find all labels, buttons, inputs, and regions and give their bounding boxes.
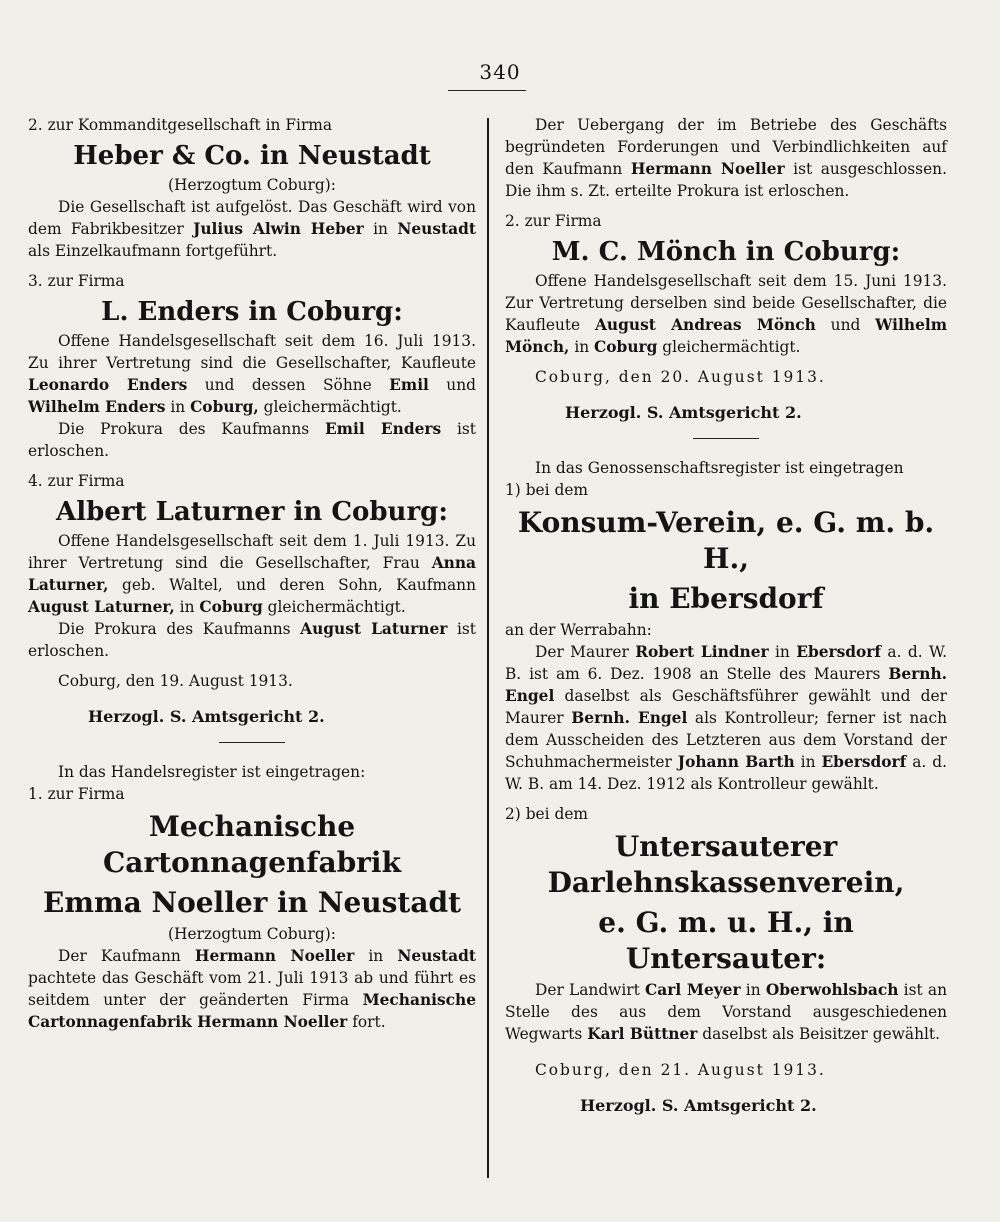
gr-entry-1-text: Der Maurer Robert Lindner in Ebersdorf a. d. W. B. ist am 6. Dez. 1908 an Stelle des Maurers Bernh. Engel daselbst als Geschäftsführer gewählt und der Maurer Bernh. Engel als Kontrolleur; ferner ist nach dem Ausscheiden des Letzteren aus dem Vorstand der Schuhmachermeister Johann Barth in Ebersdorf a. d. W. B. am 14. Dez. 1912 als Kontrolleur gewählt. xyxy=(505,643,948,793)
hr-entry-1-firm-name-line1: Mechanische Cartonnagenfabrik xyxy=(103,810,401,879)
entry-2-text: Die Gesellschaft ist aufgelöst. Das Geschäft wird von dem Fabrikbesitzer Julius Alwin Heber in Neustadt als Einzelkaufmann fortgeführt. xyxy=(28,198,476,260)
court-signature-3: Herzogl. S. Amtsgericht 2. xyxy=(580,1096,817,1115)
right-column xyxy=(505,114,947,1117)
entry-3-text: Offene Handelsgesellschaft seit dem 16. Juli 1913. Zu ihrer Vertretung sind die Gesellschafter, Kaufleute Leonardo Enders und dessen Söhne Emil und Wilhelm Enders in Coburg, gleichermächtigt. xyxy=(28,332,476,416)
left-column xyxy=(28,114,476,1033)
entry-3-firm-name: L. Enders in Coburg: xyxy=(101,297,403,327)
gr-entry-1-firm-name-line2: in Ebersdorf xyxy=(628,582,824,615)
entry-2-label: 2. zur Kommanditgesellschaft in Firma xyxy=(28,116,333,134)
entry-4-label: 4. zur Firma xyxy=(28,472,125,490)
continuation-text: Der Uebergang der im Betriebe des Geschäfts begründeten Forderungen und Verbindlichkeiten auf den Kaufmann Hermann Noeller ist ausgeschlossen. Die ihm s. Zt. erteilte Prokura ist erloschen. xyxy=(505,116,947,200)
hr-entry-1-text: Der Kaufmann Hermann Noeller in Neustadt pachtete das Geschäft vom 21. Juli 1913 ab und führt es seitdem unter der geänderten Firma Mechanische Cartonnagenfabrik Hermann Noeller fort. xyxy=(28,947,476,1031)
hr-entry-1-firm-name-line2: Emma Noeller in Neustadt xyxy=(42,886,462,919)
section-rule-right xyxy=(693,438,759,439)
place-date-3: Coburg, den 21. August 1913. xyxy=(535,1061,826,1079)
gr-entry-2-text: Der Landwirt Carl Meyer in Oberwohlsbach ist an Stelle des aus dem Vorstand ausgeschiedenen Wegwarts Karl Büttner daselbst als Beisitzer gewählt. xyxy=(505,981,947,1043)
right-entry-2-firm-name: M. C. Mönch in Coburg: xyxy=(551,237,901,267)
gr-entry-2-firm-name-line1: Untersauterer Darlehnskassenverein, xyxy=(547,830,905,899)
entry-4-prokura: Die Prokura des Kaufmanns August Laturner ist erloschen. xyxy=(28,620,476,660)
hr-entry-1-subtitle: (Herzogtum Coburg): xyxy=(168,925,336,943)
entry-2-firm-name: Heber & Co. in Neustadt xyxy=(73,141,431,171)
page-number: 340 xyxy=(479,60,521,84)
entry-3-prokura: Die Prokura des Kaufmanns Emil Enders ist erloschen. xyxy=(28,420,476,460)
court-signature-2: Herzogl. S. Amtsgericht 2. xyxy=(565,403,802,422)
handelsregister-intro: In das Handelsregister ist eingetragen: xyxy=(58,763,366,781)
header-rule xyxy=(448,90,526,91)
gr-entry-1-label: 1) bei dem xyxy=(505,481,589,499)
entry-4-firm-name: Albert Laturner in Coburg: xyxy=(56,497,448,527)
entry-3-label: 3. zur Firma xyxy=(28,272,125,290)
place-date-2: Coburg, den 20. August 1913. xyxy=(535,368,826,386)
right-entry-2-label: 2. zur Firma xyxy=(505,212,602,230)
column-divider xyxy=(487,118,489,1178)
gr-entry-1-subtitle: an der Werrabahn: xyxy=(505,621,652,639)
entry-4-text: Offene Handelsgesellschaft seit dem 1. Juli 1913. Zu ihrer Vertretung sind die Gesellschafter, Frau Anna Laturner, geb. Waltel, und deren Sohn, Kaufmann August Laturner, in Coburg gleichermächtigt. xyxy=(28,532,476,616)
genossenschaftsregister-intro: In das Genossenschaftsregister ist eingetragen xyxy=(535,459,904,477)
place-date-1: Coburg, den 19. August 1913. xyxy=(58,672,293,690)
section-rule xyxy=(219,742,285,743)
entry-2-subtitle: (Herzogtum Coburg): xyxy=(168,176,336,194)
right-entry-2-text: Offene Handelsgesellschaft seit dem 15. Juni 1913. Zur Vertretung derselben sind beide Gesellschafter, die Kaufleute August Andreas Mönch und Wilhelm Mönch, in Coburg gleichermächtigt. xyxy=(505,272,947,356)
court-signature-1: Herzogl. S. Amtsgericht 2. xyxy=(88,707,325,726)
hr-entry-1-label: 1. zur Firma xyxy=(28,785,125,803)
gr-entry-2-label: 2) bei dem xyxy=(505,805,589,823)
gr-entry-2-firm-name-line2: e. G. m. u. H., in Untersauter: xyxy=(598,906,854,975)
gr-entry-1-firm-name-line1: Konsum-Verein, e. G. m. b. H., xyxy=(517,506,935,575)
